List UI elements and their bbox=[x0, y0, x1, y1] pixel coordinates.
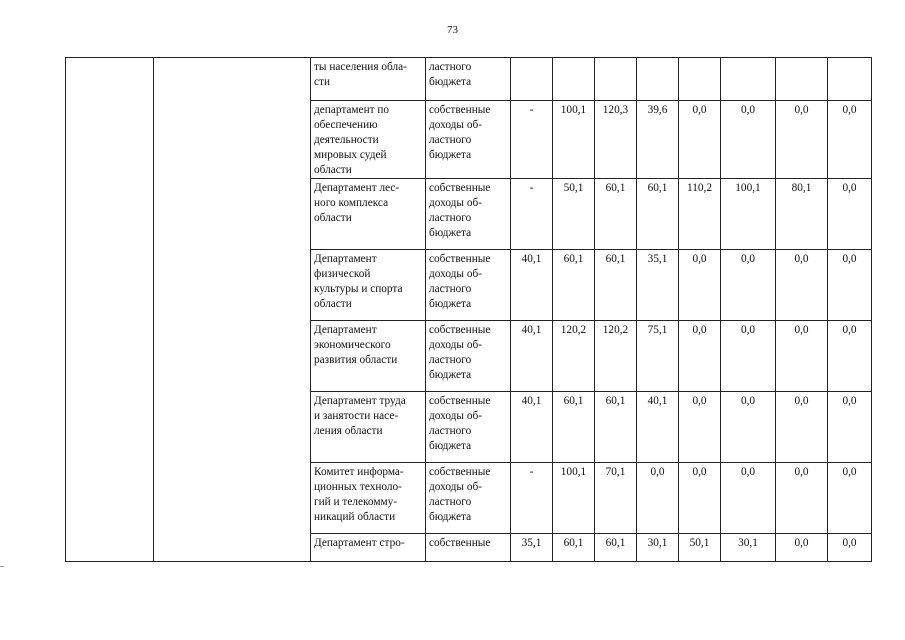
value-cell: 0,0 bbox=[828, 179, 872, 250]
value-cell: 40,1 bbox=[511, 250, 553, 321]
value-cell: 30,1 bbox=[721, 534, 776, 562]
value-cell: 30,1 bbox=[637, 534, 679, 562]
blank-column-b bbox=[154, 58, 311, 562]
funding-source-cell: собственные доходы об- ластного бюджета bbox=[426, 250, 511, 321]
value-cell bbox=[721, 58, 776, 101]
value-cell: 40,1 bbox=[511, 321, 553, 392]
value-cell: 0,0 bbox=[776, 463, 828, 534]
value-cell: 0,0 bbox=[776, 392, 828, 463]
value-cell: 0,0 bbox=[776, 101, 828, 179]
value-cell: 35,1 bbox=[637, 250, 679, 321]
margin-mark bbox=[0, 566, 4, 567]
value-cell: 0,0 bbox=[679, 250, 721, 321]
value-cell: 100,1 bbox=[721, 179, 776, 250]
value-cell: 0,0 bbox=[828, 101, 872, 179]
table-row bbox=[66, 58, 872, 101]
value-cell: 50,1 bbox=[553, 179, 595, 250]
department-cell: Департамент стро- bbox=[311, 534, 426, 562]
value-cell: 75,1 bbox=[637, 321, 679, 392]
department-cell: Департамент физической культуры и спорта области bbox=[311, 250, 426, 321]
department-cell: ты населения обла- сти bbox=[311, 58, 426, 101]
value-cell: 40,1 bbox=[511, 392, 553, 463]
value-cell: 100,1 bbox=[553, 101, 595, 179]
value-cell: 0,0 bbox=[828, 392, 872, 463]
budget-table bbox=[65, 57, 872, 562]
value-cell: 0,0 bbox=[776, 321, 828, 392]
value-cell: 39,6 bbox=[637, 101, 679, 179]
value-cell: 0,0 bbox=[828, 321, 872, 392]
value-cell: 100,1 bbox=[553, 463, 595, 534]
value-cell: 0,0 bbox=[776, 250, 828, 321]
value-cell: 0,0 bbox=[679, 392, 721, 463]
value-cell: 110,2 bbox=[679, 179, 721, 250]
value-cell bbox=[776, 58, 828, 101]
funding-source-cell: собственные доходы об- ластного бюджета bbox=[426, 463, 511, 534]
value-cell: 60,1 bbox=[595, 392, 637, 463]
department-cell: Департамент труда и занятости насе- ления области bbox=[311, 392, 426, 463]
funding-source-cell: собственные доходы об- ластного бюджета bbox=[426, 321, 511, 392]
value-cell: 120,2 bbox=[553, 321, 595, 392]
value-cell: 0,0 bbox=[679, 101, 721, 179]
value-cell: 0,0 bbox=[828, 463, 872, 534]
value-cell: 35,1 bbox=[511, 534, 553, 562]
value-cell: 60,1 bbox=[553, 250, 595, 321]
funding-source-cell: собственные доходы об- ластного бюджета bbox=[426, 392, 511, 463]
department-cell: Комитет информа- ционных техноло- гий и телекомму- никаций области bbox=[311, 463, 426, 534]
table-body bbox=[66, 58, 872, 562]
value-cell: 60,1 bbox=[595, 250, 637, 321]
blank-column-a bbox=[66, 58, 154, 562]
value-cell: 0,0 bbox=[776, 534, 828, 562]
value-cell: 60,1 bbox=[637, 179, 679, 250]
value-cell: - bbox=[511, 179, 553, 250]
value-cell bbox=[679, 58, 721, 101]
value-cell: 0,0 bbox=[828, 534, 872, 562]
funding-source-cell: собственные доходы об- ластного бюджета bbox=[426, 179, 511, 250]
value-cell: - bbox=[511, 101, 553, 179]
value-cell bbox=[637, 58, 679, 101]
value-cell: 50,1 bbox=[679, 534, 721, 562]
funding-source-cell: собственные доходы об- ластного бюджета bbox=[426, 101, 511, 179]
value-cell: 0,0 bbox=[721, 392, 776, 463]
value-cell bbox=[828, 58, 872, 101]
value-cell bbox=[511, 58, 553, 101]
value-cell: 40,1 bbox=[637, 392, 679, 463]
value-cell bbox=[553, 58, 595, 101]
value-cell: 0,0 bbox=[721, 321, 776, 392]
department-cell: Департамент экономического развития области bbox=[311, 321, 426, 392]
funding-source-cell: собственные bbox=[426, 534, 511, 562]
page-number: 73 bbox=[447, 24, 458, 36]
value-cell: 0,0 bbox=[679, 321, 721, 392]
value-cell: 70,1 bbox=[595, 463, 637, 534]
value-cell: 60,1 bbox=[595, 534, 637, 562]
department-cell: департамент по обеспечению деятельности мировых судей области bbox=[311, 101, 426, 179]
value-cell: 60,1 bbox=[553, 534, 595, 562]
value-cell: 120,3 bbox=[595, 101, 637, 179]
value-cell: 0,0 bbox=[828, 250, 872, 321]
department-cell: Департамент лес- ного комплекса области bbox=[311, 179, 426, 250]
value-cell: 60,1 bbox=[595, 179, 637, 250]
value-cell: - bbox=[511, 463, 553, 534]
value-cell: 60,1 bbox=[553, 392, 595, 463]
value-cell: 0,0 bbox=[637, 463, 679, 534]
value-cell: 0,0 bbox=[721, 101, 776, 179]
value-cell: 0,0 bbox=[721, 463, 776, 534]
value-cell: 0,0 bbox=[721, 250, 776, 321]
value-cell: 0,0 bbox=[679, 463, 721, 534]
value-cell bbox=[595, 58, 637, 101]
value-cell: 80,1 bbox=[776, 179, 828, 250]
funding-source-cell: ластного бюджета bbox=[426, 58, 511, 101]
value-cell: 120,2 bbox=[595, 321, 637, 392]
